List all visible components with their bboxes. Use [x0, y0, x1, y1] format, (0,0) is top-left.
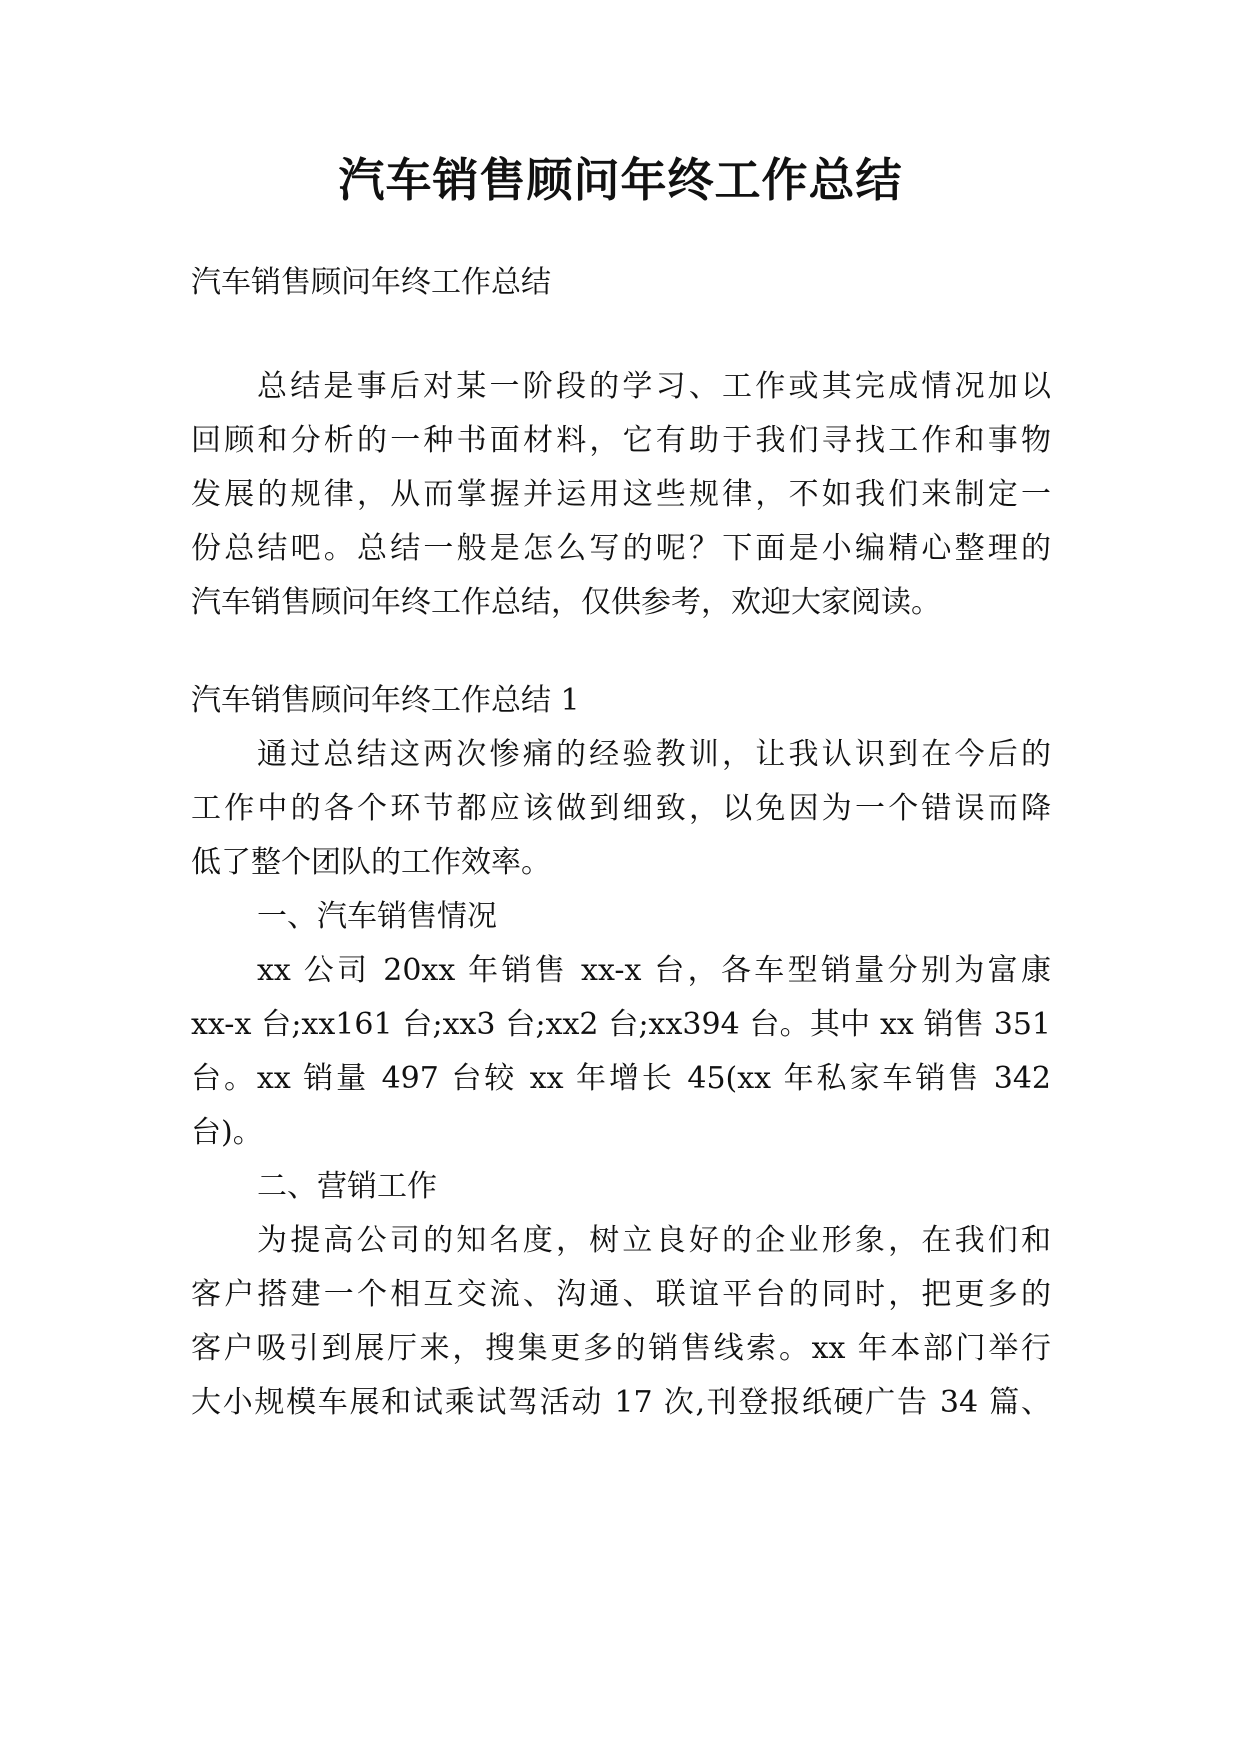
- marketing-line: 为提高公司的知名度，树立良好的企业形象，在我们和: [257, 1223, 1051, 1258]
- subheading-sales: 一、汽车销售情况: [257, 899, 497, 934]
- document-title: 汽车销售顾问年终工作总结: [338, 153, 903, 207]
- intro-line: 回顾和分析的一种书面材料，它有助于我们寻找工作和事物: [191, 423, 1051, 458]
- marketing-line: 客户搭建一个相互交流、沟通、联谊平台的同时，把更多的: [191, 1277, 1051, 1312]
- paragraph-line: 低了整个团队的工作效率。: [191, 845, 551, 880]
- marketing-line: 客户吸引到展厅来，搜集更多的销售线索。xx 年本部门举行: [191, 1331, 1051, 1366]
- section-heading: 汽车销售顾问年终工作总结 1: [191, 683, 580, 718]
- subheading-marketing: 二、营销工作: [257, 1169, 437, 1204]
- document-subtitle: 汽车销售顾问年终工作总结: [191, 265, 551, 300]
- paragraph-line: 通过总结这两次惨痛的经验教训，让我认识到在今后的: [257, 737, 1051, 772]
- intro-line: 发展的规律，从而掌握并运用这些规律，不如我们来制定一: [191, 477, 1051, 512]
- sales-line: xx 公司 20xx 年销售 xx-x 台，各车型销量分别为富康: [257, 953, 1051, 988]
- intro-line: 总结是事后对某一阶段的学习、工作或其完成情况加以: [257, 369, 1051, 404]
- paragraph-line: 工作中的各个环节都应该做到细致，以免因为一个错误而降: [191, 791, 1051, 826]
- sales-line: xx-x 台;xx161 台;xx3 台;xx2 台;xx394 台。其中 xx 销售 351: [191, 1007, 1051, 1042]
- intro-line: 汽车销售顾问年终工作总结，仅供参考，欢迎大家阅读。: [191, 585, 941, 620]
- sales-line: 台)。: [191, 1115, 263, 1150]
- intro-line: 份总结吧。总结一般是怎么写的呢？下面是小编精心整理的: [191, 531, 1051, 566]
- sales-line: 台。xx 销量 497 台较 xx 年增长 45(xx 年私家车销售 342: [191, 1061, 1051, 1096]
- marketing-line: 大小规模车展和试乘试驾活动 17 次,刊登报纸硬广告 34 篇、: [191, 1385, 1051, 1420]
